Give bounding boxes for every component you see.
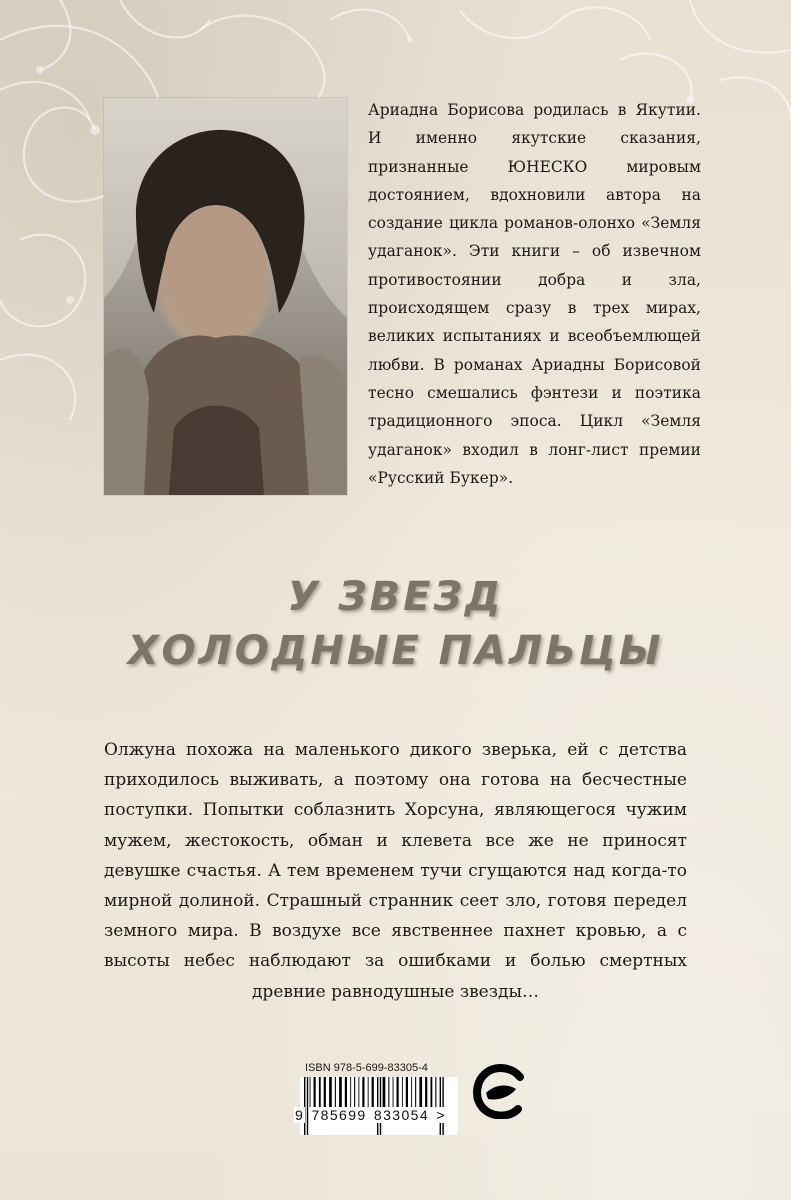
book-title-line-1: У ЗВЕЗД bbox=[287, 574, 504, 620]
barcode-bar bbox=[314, 1077, 316, 1107]
barcode-digit-first: 9 bbox=[295, 1107, 305, 1123]
barcode-bar bbox=[377, 1077, 378, 1135]
barcode-bar bbox=[380, 1077, 381, 1135]
barcode-bar bbox=[350, 1077, 351, 1107]
barcode-bar bbox=[324, 1077, 326, 1107]
barcode-bar bbox=[393, 1077, 394, 1107]
book-annotation: Олжуна похожа на маленького дикого зверька, ей с детства приходилось выживать, а поэтому она готова на бесчестные поступки. Попытки соблазнить Хорсуна, являющегося чужим мужем, жестокость, обман и клевета все же не приносят девушке счастья. А тем временем тучи сгущаются над когда-то мирной долиной. Страшный странник сеет зло, готовя передел земного мира. В воздухе все явственнее пахнет кровью, а с высоты небес наблюдают за ошибками и болью смертных древние равнодушные звезды… bbox=[104, 740, 687, 1002]
barcode-bar bbox=[383, 1077, 386, 1107]
barcode-digits-middle: 785699 bbox=[311, 1107, 367, 1123]
barcode-bar bbox=[397, 1077, 399, 1107]
barcode-bar bbox=[362, 1077, 364, 1107]
author-bio: Ариадна Борисова родилась в Якутии. И именно якутские сказания, признанные ЮНЕСКО мировым достоянием, вдохновили автора на создание цикла романов-олонхо «Земля удаганок». Эти книги – об извечном противостоянии добра и зла, происходящем сразу в трех мирах, великих испытаниях и всеобъемлющей любви. В романах Ариадны Борисовой тесно смешались фэнтези и поэтика традиционного эпоса. Цикл «Земля удаганок» входил в лонг-лист премии «Русский Букер». bbox=[368, 101, 701, 487]
barcode-bar bbox=[345, 1077, 347, 1107]
isbn-label: ISBN 978-5-699-83305-4 bbox=[305, 1062, 428, 1074]
barcode-bar bbox=[368, 1077, 369, 1107]
barcode-bar bbox=[440, 1077, 441, 1135]
barcode-digits-last: 833054 bbox=[373, 1107, 430, 1123]
barcode-bar bbox=[358, 1077, 359, 1107]
barcode-bar bbox=[310, 1077, 311, 1107]
barcode-bar bbox=[319, 1077, 321, 1107]
barcode-bar bbox=[419, 1077, 422, 1107]
barcode-bar bbox=[335, 1077, 336, 1107]
barcode-bar bbox=[411, 1077, 412, 1107]
eksmo-logo-icon bbox=[472, 1063, 528, 1119]
barcode-digits bbox=[294, 1107, 462, 1123]
barcode-bar bbox=[304, 1077, 305, 1135]
barcode-bar bbox=[406, 1077, 408, 1107]
author-photo bbox=[104, 98, 347, 495]
barcode-bar bbox=[388, 1077, 389, 1107]
barcode bbox=[300, 1077, 458, 1135]
barcode-bar bbox=[425, 1077, 427, 1107]
barcode-bar bbox=[435, 1077, 436, 1107]
barcode-bar bbox=[307, 1077, 308, 1135]
barcode-bar bbox=[372, 1077, 374, 1107]
book-title bbox=[0, 571, 791, 679]
book-title-line-2: ХОЛОДНЫЕ ПАЛЬЦЫ bbox=[127, 628, 664, 674]
barcode-bar bbox=[329, 1077, 332, 1107]
barcode-bar bbox=[431, 1077, 433, 1107]
barcode-bar bbox=[442, 1077, 443, 1135]
barcode-bar bbox=[415, 1077, 416, 1107]
barcode-bar bbox=[354, 1077, 355, 1107]
barcode-digits-end: > bbox=[436, 1107, 446, 1123]
barcode-bar bbox=[339, 1077, 342, 1107]
barcode-bar bbox=[402, 1077, 403, 1107]
